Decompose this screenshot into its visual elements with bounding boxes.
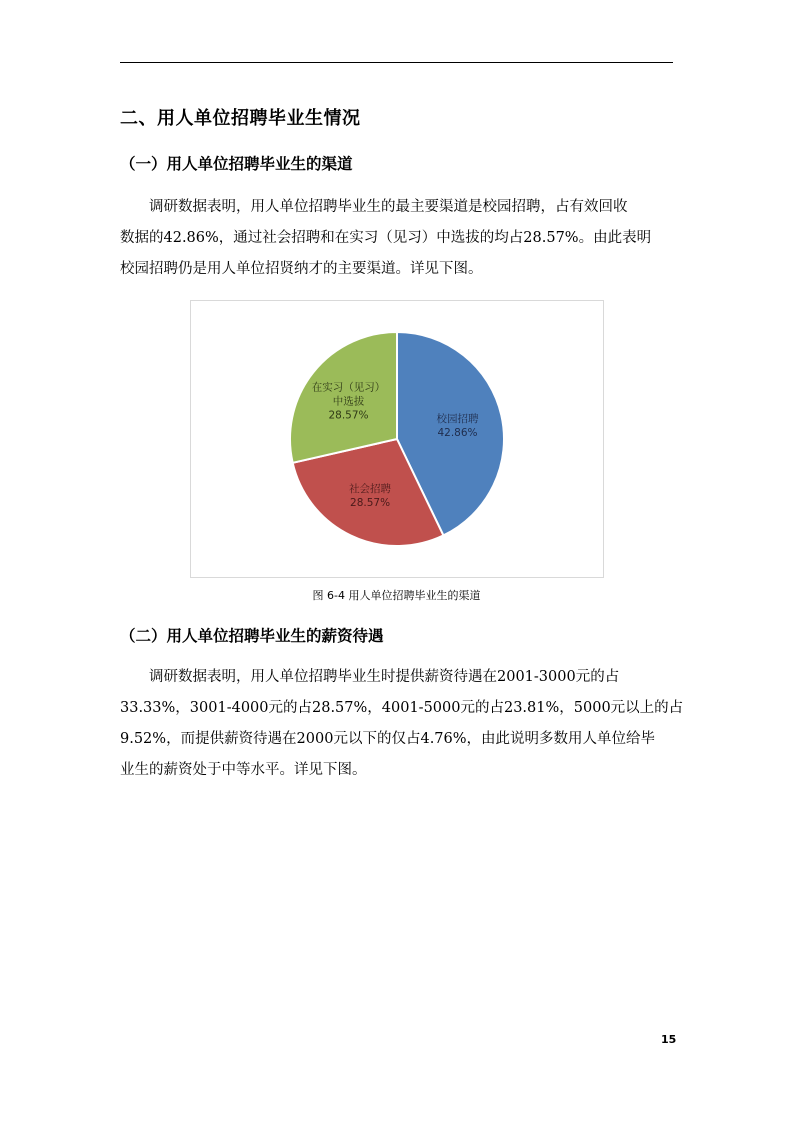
pie-slice-category-label: 在实习（见习） <box>311 381 386 394</box>
paragraph-salary <box>120 662 684 786</box>
paragraph-line: 数据的42.86%，通过社会招聘和在实习（见习）中选拔的均占28.57%。由此表明 <box>120 230 652 246</box>
pie-slice-value-label: 42.86% <box>437 427 478 440</box>
pie-chart <box>191 301 603 577</box>
pie-slice-category-label: 校园招聘 <box>436 413 479 426</box>
paragraph-line: 调研数据表明，用人单位招聘毕业生时提供薪资待遇在2001-3000元的占 <box>149 669 620 685</box>
pie-slice-category-label: 社会招聘 <box>349 482 392 495</box>
paragraph-channels <box>120 192 675 285</box>
figure-caption: 图 6-4 用人单位招聘毕业生的渠道 <box>312 589 481 602</box>
paragraph-line: 33.33%，3001-4000元的占28.57%，4001-5000元的占23.81%，5000元以上的占 <box>120 700 684 716</box>
subsection-title-channels: （一）用人单位招聘毕业生的渠道 <box>120 155 353 173</box>
paragraph-line: 业生的薪资处于中等水平。详见下图。 <box>120 762 367 778</box>
section-title: 二、用人单位招聘毕业生情况 <box>120 108 361 129</box>
paragraph-line: 校园招聘仍是用人单位招贤纳才的主要渠道。详见下图。 <box>120 261 483 277</box>
pie-chart-frame <box>190 300 604 578</box>
page-number: 15 <box>661 1033 677 1046</box>
pie-slice-category-label: 中选拔 <box>332 395 365 408</box>
subsection-title-salary: （二）用人单位招聘毕业生的薪资待遇 <box>120 627 384 645</box>
paragraph-line: 调研数据表明，用人单位招聘毕业生的最主要渠道是校园招聘，占有效回收 <box>149 199 628 215</box>
header-rule <box>120 62 673 63</box>
pie-slice-value-label: 28.57% <box>328 409 369 422</box>
paragraph-line: 9.52%，而提供薪资待遇在2000元以下的仅占4.76%，由此说明多数用人单位给毕 <box>120 731 656 747</box>
pie-slice-value-label: 28.57% <box>350 496 391 509</box>
